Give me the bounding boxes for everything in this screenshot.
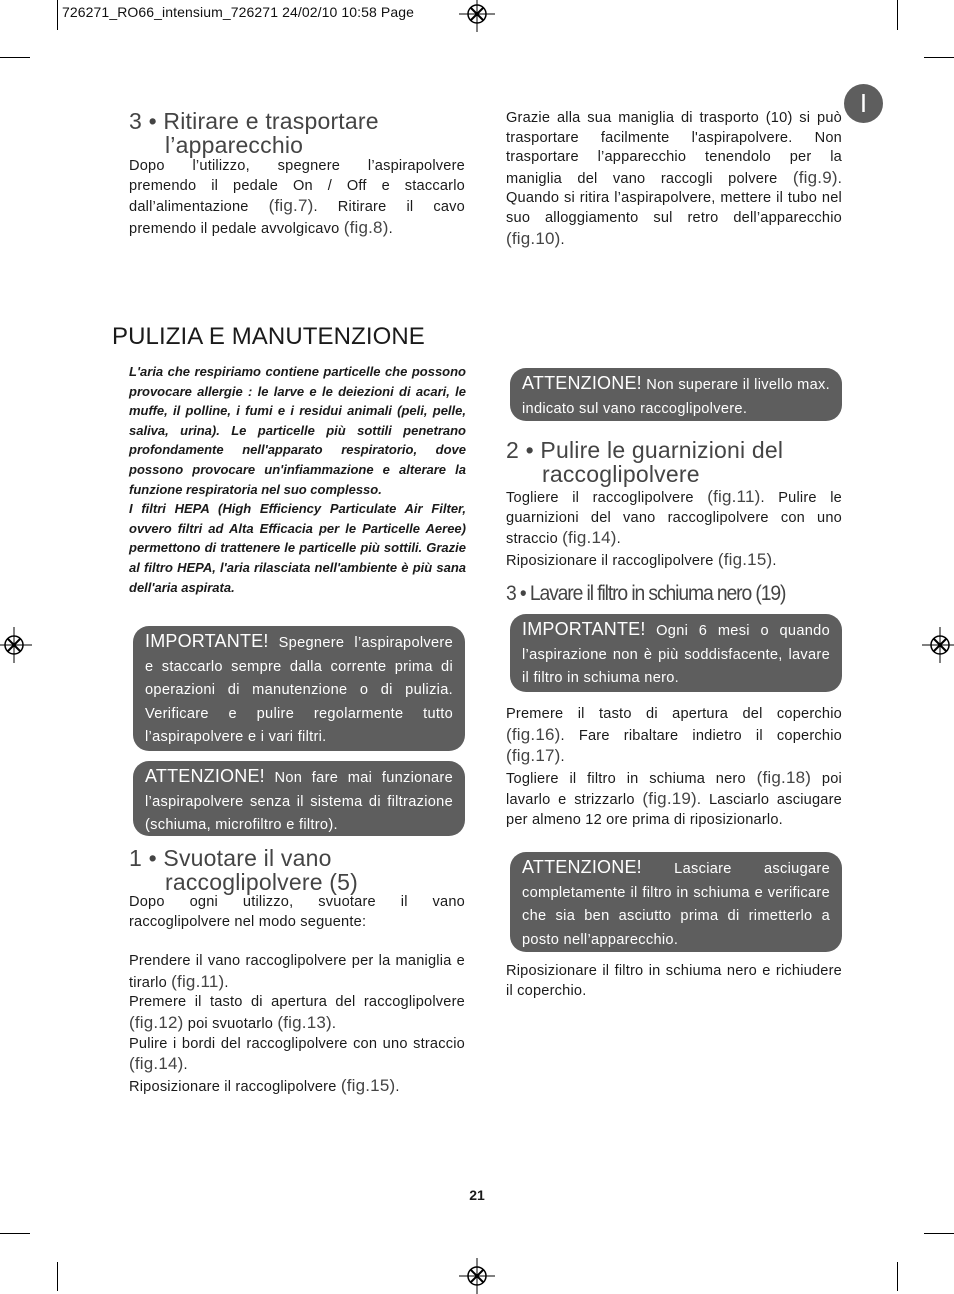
figure-reference: (fig.8) xyxy=(343,217,389,237)
section-title-svuotare: 1 • Svuotare il vano raccoglipolvere (5) xyxy=(129,845,358,895)
crop-mark xyxy=(57,0,58,30)
text-filtro: Premere il tasto di apertura del coperchio (fig.16). Fare ribaltare indietro il coperchio (fig.17). Togliere il filtro in schiuma nero (fig.18) poi lavarlo e strizzarlo (fig.19). Lasciarlo asciugare per almeno 12 ore prima di riposizionarlo. xyxy=(506,706,842,828)
figure-reference: (fig.18) xyxy=(756,767,812,787)
text-closing: Riposizionare il filtro in schiuma nero e richiudere il coperchio. xyxy=(506,963,842,999)
section-title-guarnizioni: 2 • Pulire le guarnizioni del raccoglipolvere xyxy=(506,437,784,487)
figure-reference: (fig.16) xyxy=(506,724,561,744)
figure-reference: (fig.9) xyxy=(792,167,838,187)
text-trasporto: Grazie alla sua maniglia di trasporto (10) si può trasportare facilmente l'aspirapolvere. Non trasportare l’apparecchio tenendolo per la maniglia del vano raccogli polvere (fig.9). Quando si ritira l’aspirapolvere, mettere il tubo nel suo alloggiamento sul retro dell’apparecchio (fig.10). xyxy=(506,110,842,248)
crop-mark xyxy=(57,1262,58,1291)
notice-keyword: IMPORTANTE! xyxy=(145,631,269,651)
figure-reference: (fig.15) xyxy=(340,1075,396,1095)
attenzione-notice-box: ATTENZIONE! Non fare mai funzionare l’aspirapolvere senza il sistema di filtrazione (schiuma, microfiltro e filtro). xyxy=(133,761,465,836)
section-title-filtro: 3 • Lavare il filtro in schiuma nero (19) xyxy=(506,582,786,605)
figure-reference: (fig.11) xyxy=(171,971,225,991)
crop-mark xyxy=(0,1233,30,1234)
figure-reference: (fig.15) xyxy=(717,549,773,569)
registration-mark-icon xyxy=(922,627,954,663)
figure-reference: (fig.11) xyxy=(707,487,761,506)
intro-text xyxy=(129,362,466,597)
notice-keyword: ATTENZIONE! xyxy=(522,373,642,393)
intro-paragraph: L'aria che respiriamo contiene particelle che possono provocare allergie : le larve e le deiezioni di acari, le muffe, il polline, i fumi e i residui animali (peli, pelle, saliva, urina). Le particelle più sottili penetrano profondamente nell'apparato respiratorio, dove possono provocare un'infiammazione e alterare la funzione respiratoria nel suo complesso. xyxy=(129,364,466,497)
figure-reference: (fig.7) xyxy=(268,196,314,216)
text-svuotare: Dopo ogni utilizzo, svuotare il vano raccoglipolvere nel modo seguente: Prendere il vano raccoglipolvere per la maniglia e tirarlo (fig.11). Premere il tasto di apertura del raccoglipolvere (fig.12) poi svuotarlo (fig.13). Pulire i bordi del raccoglipolvere con uno straccio (fig.14). Riposizionare il raccoglipolvere (fig.15). xyxy=(129,894,465,1095)
notice-keyword: ATTENZIONE! xyxy=(145,766,265,786)
notice-keyword: IMPORTANTE! xyxy=(522,619,646,639)
crop-mark xyxy=(897,1262,898,1291)
crop-mark xyxy=(897,0,898,30)
print-slug-line: 726271_RO66_intensium_726271 24/02/10 10:58 Page xyxy=(62,4,414,20)
attenzione-notice-box: ATTENZIONE! Non superare il livello max. indicato sul vano raccoglipolvere. xyxy=(510,368,842,421)
attenzione-notice-box: ATTENZIONE! Lasciare asciugare completamente il filtro in schiuma e verificare che sia ben asciutto prima di rimetterlo a posto nell’apparecchio. xyxy=(510,852,842,952)
intro-paragraph: I filtri HEPA (High Efficiency Particulate Air Filter, ovvero filtri ad Alta Efficacia per le Particelle Aeree) permettono di trattenere le particelle più sottili. Grazie al filtro HEPA, l'aria rilasciata nell'ambiente è più sana dell'aria aspirata. xyxy=(129,501,466,595)
figure-reference: (fig.10) xyxy=(506,228,561,248)
page-number: 21 xyxy=(469,1187,485,1203)
crop-mark xyxy=(924,57,954,58)
crop-mark xyxy=(0,57,30,58)
text-guarnizioni: Togliere il raccoglipolvere (fig.11). Pulire le guarnizioni del vano raccoglipolvere con uno straccio (fig.14). Riposizionare il raccoglipolvere (fig.15). xyxy=(506,487,842,569)
text-ritirare: Dopo l’utilizzo, spegnere l’aspirapolvere premendo il pedale On / Off e staccarlo dall’alimentazione (fig.7). Ritirare il cavo premendo il pedale avvolgicavo (fig.8). xyxy=(129,158,465,237)
figure-reference: (fig.17) xyxy=(506,746,561,766)
main-heading: PULIZIA E MANUTENZIONE xyxy=(112,323,425,350)
section-title-ritirare: 3 • Ritirare e trasportare l’apparecchio xyxy=(129,108,379,158)
figure-reference: (fig.14) xyxy=(129,1054,184,1074)
registration-mark-icon xyxy=(0,627,32,663)
figure-reference: (fig.14) xyxy=(562,528,617,548)
figure-reference: (fig.12) xyxy=(129,1012,184,1032)
registration-mark-icon xyxy=(459,1258,495,1294)
importante-notice-box: IMPORTANTE! Spegnere l’aspirapolvere e staccarlo sempre dalla corrente prima di operazioni di manutenzione o di pulizia. Verificare e pulire regolarmente tutto l’aspirapolvere e i vari filtri. xyxy=(133,626,465,751)
figure-reference: (fig.13) xyxy=(277,1012,332,1032)
importante-notice-box: IMPORTANTE! Ogni 6 mesi o quando l’aspirazione non è più soddisfacente, lavare il filtro in schiuma nero. xyxy=(510,614,842,692)
registration-mark-icon xyxy=(459,0,495,32)
crop-mark xyxy=(924,1233,954,1234)
figure-reference: (fig.19) xyxy=(642,789,697,809)
notice-keyword: ATTENZIONE! xyxy=(522,857,642,877)
language-tab: I xyxy=(844,84,883,123)
